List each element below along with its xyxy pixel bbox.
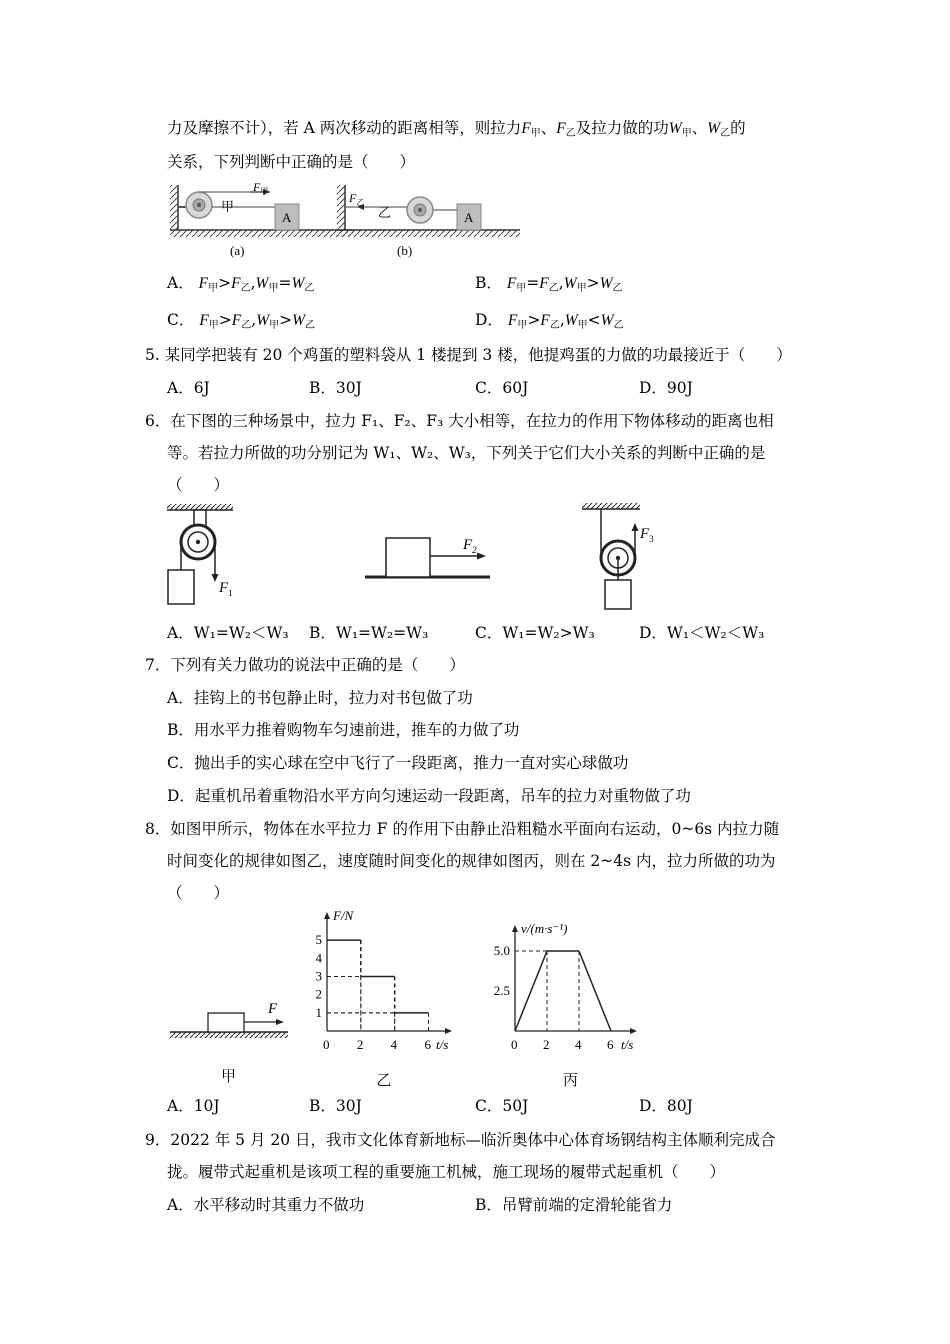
q9-option-b[interactable]: B．吊臂前端的定滑轮能省力	[475, 1196, 673, 1214]
q6-option-b[interactable]: B．W₁=W₂=W₃	[309, 624, 429, 642]
q9-option-a[interactable]: A．水平移动时其重力不做功	[167, 1196, 365, 1214]
q4-option-b[interactable]: B． $F_甲=F_乙,W_甲>W_乙$	[475, 274, 623, 294]
y-axis-label: v/(m·s⁻¹)	[521, 921, 568, 936]
q6-option-d[interactable]: D．W₁＜W₂＜W₃	[639, 624, 765, 642]
q8-figure-jia	[168, 660, 293, 1090]
x-tick-label: 0	[511, 1037, 518, 1052]
q8-chart-yi	[305, 908, 475, 1089]
x-axis-arrow	[630, 1028, 637, 1034]
hanging-box-1	[168, 570, 194, 604]
q8-chart-bing	[485, 910, 645, 1089]
q6-stem-line1: 6．在下图的三种场景中，拉力 F₁、F₂、F₃ 大小相等，在拉力的作用下物体移动的距离也相	[145, 412, 774, 430]
x-axis-label: t/s	[436, 1037, 449, 1052]
rope-label-jia: 甲	[221, 199, 235, 214]
q5-stem: 5. 某同学把装有 20 个鸡蛋的塑料袋从 1 楼提到 3 楼，他提鸡蛋的力做的功最接近于（ ）	[145, 346, 792, 364]
q6-stem-line3: （ ）	[167, 476, 230, 494]
y-tick-label: 1	[315, 1004, 322, 1020]
floor-box	[386, 538, 430, 577]
x-tick-label: 6	[424, 1037, 431, 1052]
rope-label-yi: 乙	[378, 205, 392, 220]
q7-option-d[interactable]: D．起重机吊着重物沿水平方向匀速运动一段距离，吊车的拉力对重物做了功	[167, 787, 691, 805]
q8-option-a[interactable]: A．10J	[167, 1097, 220, 1115]
q8-stem-line2: 时间变化的规律如图乙，速度随时间变化的规律如图丙，则在 2~4s 内，拉力所做的功为	[167, 852, 776, 870]
x-tick-label: 6	[607, 1037, 614, 1052]
q6-option-a[interactable]: A．W₁=W₂＜W₃	[167, 624, 289, 642]
q4-pulley-figure	[165, 180, 525, 260]
y-axis-label: F/N	[333, 908, 354, 923]
q8-force-label: F	[268, 1001, 278, 1017]
q8-caption-jia: 甲	[221, 1069, 237, 1085]
q7-stem: 7．下列有关力做功的说法中正确的是（ ）	[145, 656, 465, 674]
q8-option-c[interactable]: C．50J	[475, 1097, 529, 1115]
y-axis-arrow	[512, 925, 518, 932]
q6-stem-line2: 等。若拉力所做的功分别记为 W₁、W₂、W₃，下列关于它们大小关系的判断中正确的是	[167, 444, 766, 462]
q5-option-b[interactable]: B．30J	[309, 379, 362, 397]
q8-option-d[interactable]: D．80J	[639, 1097, 693, 1115]
label-f2: $F_2$	[463, 537, 477, 555]
q4-option-c[interactable]: C． $F_甲>F_乙,W_甲>W_乙$	[167, 311, 316, 331]
label-f-yi: $F_乙$	[349, 191, 365, 207]
label-f-jia: $F_甲$	[253, 180, 269, 196]
q5-option-d[interactable]: D．90J	[639, 379, 693, 397]
series-segment	[515, 951, 547, 1031]
svg-text:A: A	[464, 210, 474, 225]
q7-option-c[interactable]: C．抛出手的实心球在空中飞行了一段距离，推力一直对实心球做功	[167, 754, 629, 772]
q4-option-d[interactable]: D． $F_甲>F_乙,W_甲<W_乙$	[475, 311, 624, 331]
q4-stem-line2: 关系，下列判断中正确的是（ ）	[167, 153, 416, 171]
svg-text:A: A	[282, 210, 292, 225]
x-axis-arrow	[445, 1028, 452, 1034]
svg-text:(a): (a)	[230, 243, 245, 258]
x-tick-label: 0	[323, 1037, 330, 1052]
y-tick-label: 5.0	[493, 943, 510, 958]
y-tick-label: 3	[315, 968, 322, 984]
series-segment	[579, 951, 611, 1031]
q7-option-a[interactable]: A．挂钩上的书包静止时，拉力对书包做了功	[167, 689, 473, 707]
x-tick-label: 4	[575, 1037, 582, 1052]
label-f1: $F_1$	[219, 580, 233, 598]
y-tick-label: 5	[315, 932, 322, 948]
q4-stem-line1: 力及摩擦不计），若 A 两次移动的距离相等，则拉力$F_甲$、$F_乙$及拉力做的功$W_甲$、$W_乙$的	[167, 119, 746, 139]
svg-text:(b): (b)	[397, 243, 413, 258]
x-axis-label: t/s	[621, 1037, 634, 1052]
q7-option-b[interactable]: B．用水平力推着购物车匀速前进，推车的力做了功	[167, 721, 520, 739]
x-tick-label: 4	[390, 1037, 398, 1052]
q6-scenes-figure	[160, 500, 660, 615]
q6-option-c[interactable]: C．W₁=W₂>W₃	[475, 624, 595, 642]
q8-option-b[interactable]: B．30J	[309, 1097, 362, 1115]
chart-caption: 丙	[563, 1073, 579, 1089]
q8-block	[208, 1013, 244, 1032]
q9-stem-line2: 拢。履带式起重机是该项工程的重要施工机械，施工现场的履带式起重机（ ）	[167, 1163, 726, 1181]
q8-stem-line1: 8．如图甲所示，物体在水平拉力 F 的作用下由静止沿粗糙水平面向右运动，0~6s 内拉力随	[145, 820, 780, 838]
y-axis-arrow	[324, 912, 330, 919]
q9-stem-line1: 9．2022 年 5 月 20 日，我市文化体育新地标—临沂奥体中心体育场钢结构主体顺利完成合	[145, 1131, 776, 1149]
label-f3: $F_3$	[640, 526, 654, 544]
hanging-box-3	[605, 580, 631, 609]
x-tick-label: 2	[356, 1037, 364, 1052]
q4-option-a[interactable]: A． $F_甲>F_乙,W_甲=W_乙$	[167, 274, 315, 294]
q5-option-a[interactable]: A．6J	[167, 379, 210, 397]
q8-stem-line3: （ ）	[167, 884, 230, 902]
y-tick-label: 4	[315, 950, 322, 966]
y-tick-label: 2.5	[493, 983, 510, 998]
y-tick-label: 2	[315, 986, 322, 1002]
x-tick-label: 2	[543, 1037, 550, 1052]
chart-caption: 乙	[376, 1073, 392, 1089]
q5-option-c[interactable]: C．60J	[475, 379, 529, 397]
